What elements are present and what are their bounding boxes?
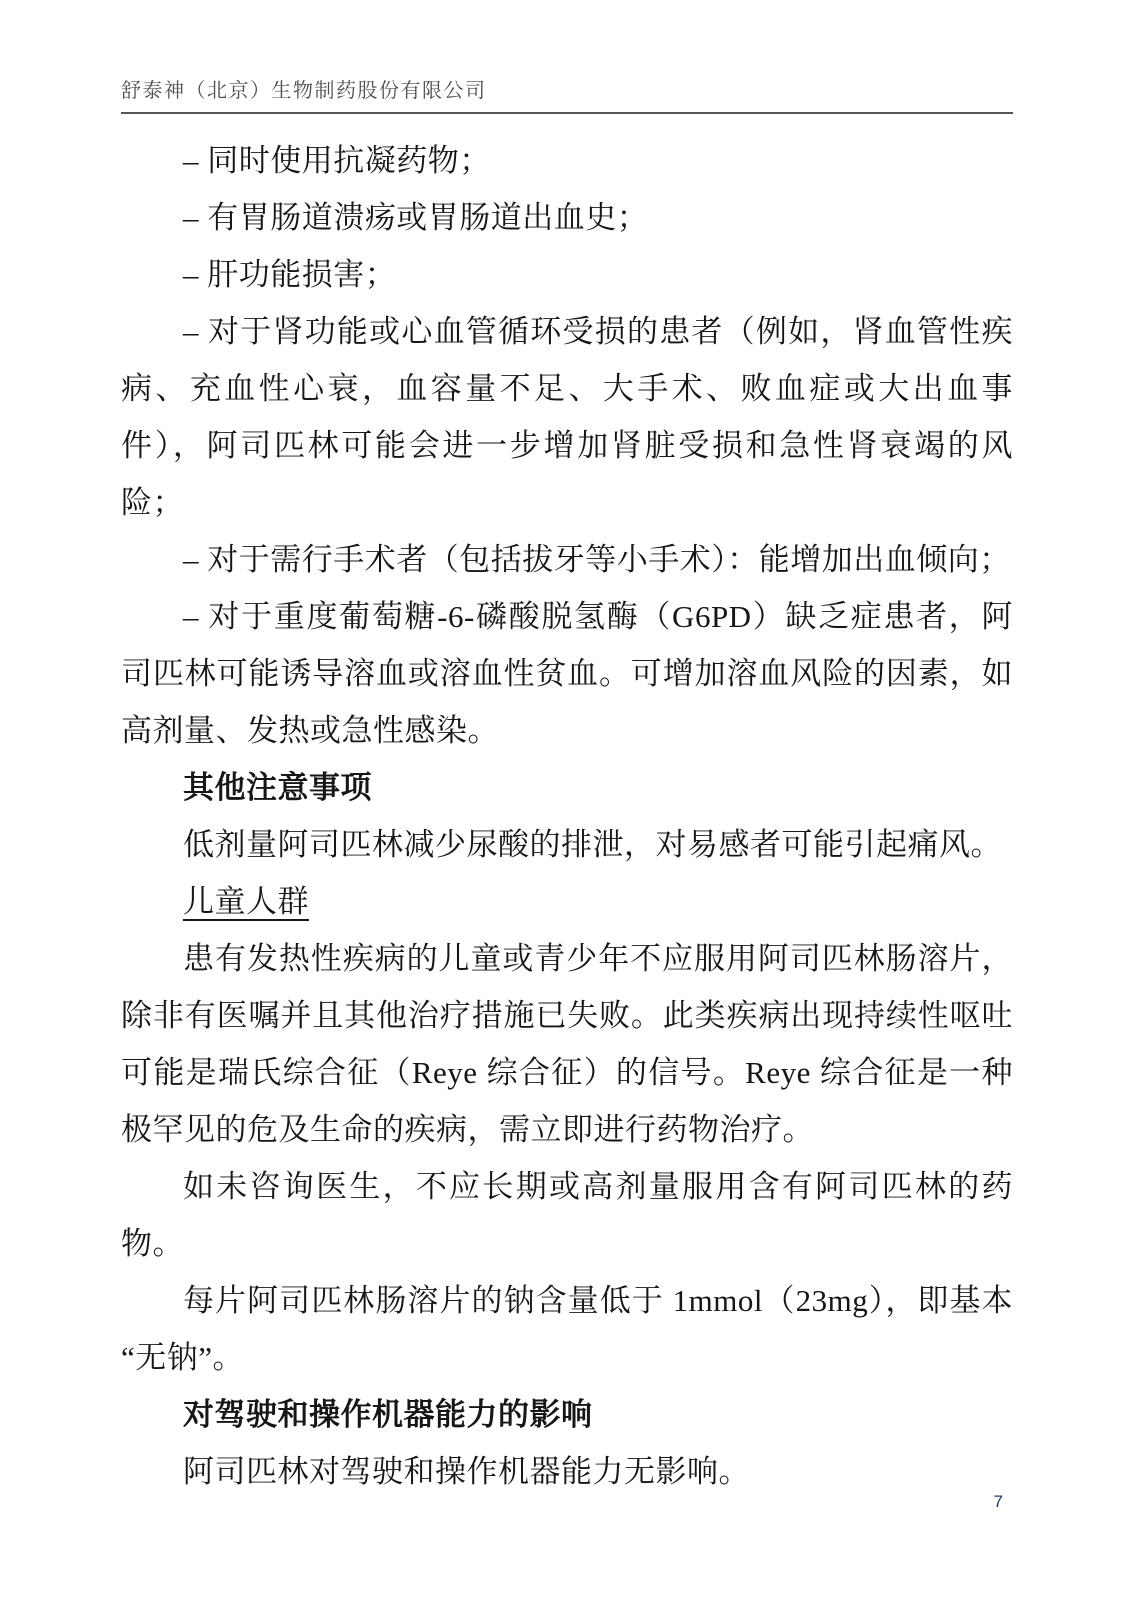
- page-number: 7: [993, 1492, 1003, 1511]
- bullet-renal-cardio-risk: – 对于肾功能或心血管循环受损的患者（例如，肾血管性疾病、充血性心衰，血容量不足、大手术、败血症或大出血事件），阿司匹林可能会进一步增加肾脏受损和急性肾衰竭的风险；: [121, 314, 1013, 520]
- bullet-gi-history: – 有胃肠道溃疡或胃肠道出血史；: [183, 200, 649, 235]
- para-driving-no-effect: 阿司匹林对驾驶和操作机器能力无影响。: [183, 1454, 750, 1489]
- bullet-g6pd-deficiency: – 对于重度葡萄糖-6-磷酸脱氢酶（G6PD）缺乏症患者，阿司匹林可能诱导溶血或溶血性贫血。可增加溶血风险的因素，如高剂量、发热或急性感染。: [121, 599, 1013, 748]
- page-header: [121, 74, 1013, 114]
- bullet-surgery-bleeding: – 对于需行手术者（包括拔牙等小手术）：能增加出血倾向；: [183, 542, 1011, 577]
- para-uric-acid-gout: 低剂量阿司匹林减少尿酸的排泄，对易感者可能引起痛风。: [183, 827, 1002, 862]
- heading-driving-machines: 对驾驶和操作机器能力的影响: [183, 1397, 593, 1432]
- para-sodium-content: 每片阿司匹林肠溶片的钠含量低于 1mmol（23mg），即基本“无钠”。: [121, 1283, 1013, 1375]
- company-name: 舒泰神（北京）生物制药股份有限公司: [121, 80, 487, 102]
- subheading-children: 儿童人群: [183, 884, 309, 919]
- para-reye-syndrome: 患有发热性疾病的儿童或青少年不应服用阿司匹林肠溶片，除非有医嘱并且其他治疗措施已失败。此类疾病出现持续性呕吐可能是瑞氏综合征（Reye 综合征）的信号。Reye 综合征是一种极罕见的危及生命的疾病，需立即进行药物治疗。: [121, 941, 1013, 1147]
- document-body: [121, 132, 1013, 1500]
- para-consult-doctor: 如未咨询医生，不应长期或高剂量服用含有阿司匹林的药物。: [121, 1169, 1013, 1261]
- header-rule: [121, 112, 1013, 114]
- bullet-liver-damage: – 肝功能损害；: [183, 257, 397, 292]
- heading-other-precautions: 其他注意事项: [183, 770, 372, 805]
- bullet-anticoagulant: – 同时使用抗凝药物；: [183, 143, 491, 178]
